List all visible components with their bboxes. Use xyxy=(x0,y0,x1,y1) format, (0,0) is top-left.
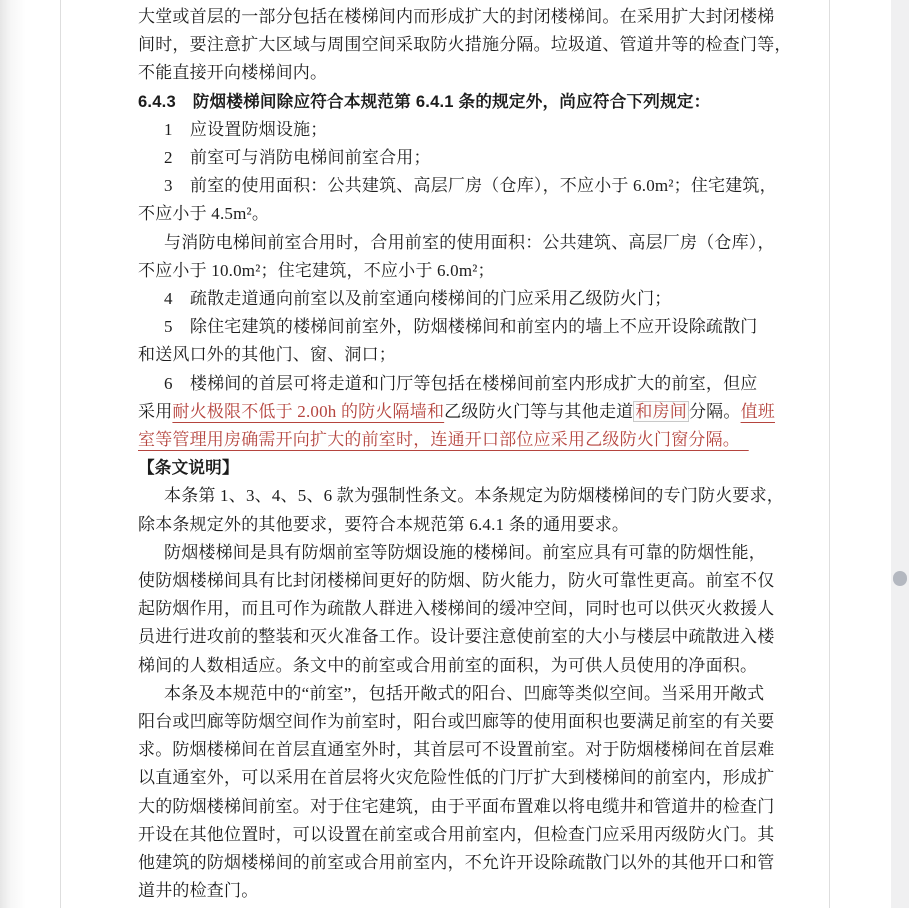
text-line: 本条及本规范中的“前室”，包括开敞式的阳台、凹廊等类似空间。当采用开敞式 xyxy=(164,683,765,703)
text-line: 道井的检查门。 xyxy=(138,881,259,901)
text-line: 不应小于 10.0m²；住宅建筑，不应小于 6.0m²； xyxy=(138,260,495,280)
text-line: 和送风口外的其他门、窗、洞口； xyxy=(138,345,396,365)
text-line: 求。防烟楼梯间在首层直通室外时，其首层可不设置前室。对于防烟楼梯间在首层难 xyxy=(138,740,775,760)
text-line: 大的防烟楼梯间前室。对于住宅建筑，由于平面布置难以将电缆井和管道井的检查门 xyxy=(138,796,775,816)
text-line: 员进行进攻前的整装和灭火准备工作。设计要注意使前室的大小与楼层中疏散进入楼 xyxy=(138,627,775,647)
revision-underlined-text: 耐火极限不低于 2.00h 的防火隔墙和 xyxy=(172,401,445,421)
text-line xyxy=(138,398,775,426)
text-line: 除本条规定外的其他要求，要符合本规范第 6.4.1 条的通用要求。 xyxy=(138,514,630,534)
text-line: 梯间的人数相适应。条文中的前室或合用前室的面积，为可供人员使用的净面积。 xyxy=(138,655,758,675)
scrollbar-track[interactable] xyxy=(891,0,909,908)
text-line: 5 除住宅建筑的楼梯间前室外，防烟楼梯间和前室内的墙上不应开设除疏散门 xyxy=(164,317,758,337)
text-line: 【条文说明】 xyxy=(138,458,239,478)
text-line: 他建筑的防烟楼梯间的前室或合用前室内，不允许开设除疏散门以外的其他开口和管 xyxy=(138,853,775,873)
text-line: 本条第 1、3、4、5、6 款为强制性条文。本条规定为防烟楼梯间的专门防火要求， xyxy=(164,486,784,506)
revision-underlined-text: 值班 xyxy=(740,401,775,421)
text-line: 阳台或凹廊等防烟空间作为前室时，阳台或凹廊等的使用面积也要满足前室的有关要 xyxy=(138,712,775,732)
text-segment: 乙级防火门等与其他走道 xyxy=(444,401,634,421)
text-line: 与消防电梯间前室合用时，合用前室的使用面积：公共建筑、高层厂房（仓库）， xyxy=(164,232,775,252)
text-line: 大堂或首层的一部分包括在楼梯间内而形成扩大的封闭楼梯间。在采用扩大封闭楼梯 xyxy=(138,7,775,26)
text-line: 不能直接开向楼梯间内。 xyxy=(138,63,328,83)
text-line: 起防烟作用，而且可作为疏散人群进入楼梯间的缓冲空间，同时也可以供灭火救援人 xyxy=(138,599,775,619)
text-line: 以直通室外，可以采用在首层将火灾危险性低的门厅扩大到楼梯间的前室内，形成扩 xyxy=(138,768,775,788)
revision-underlined-text: 室等管理用房确需开向扩大的前室时，连通开口部位应采用乙级防火门窗分隔。 xyxy=(138,430,749,450)
text-segment: 分隔。 xyxy=(688,401,741,421)
text-segment: 采用 xyxy=(138,401,173,421)
text-line: 使防烟楼梯间具有比封闭楼梯间更好的防烟、防火能力，防火可靠性更高。前室不仅 xyxy=(138,571,775,591)
scrollbar-thumb[interactable] xyxy=(893,571,907,586)
text-line: 2 前室可与消防电梯间前室合用； xyxy=(164,148,431,168)
text-line: 开设在其他位置时，可以设置在前室或合用前室内，但检查门应采用丙级防火门。其 xyxy=(138,824,775,844)
text-line: 3 前室的使用面积：公共建筑、高层厂房（仓库），不应小于 6.0m²；住宅建筑， xyxy=(164,176,777,196)
text-line: 不应小于 4.5m²。 xyxy=(138,204,270,224)
text-line: 6.4.3 防烟楼梯间除应符合本规范第 6.4.1 条的规定外，尚应符合下列规定： xyxy=(138,91,711,111)
text-line: 4 疏散走道通向前室以及前室通向楼梯间的门应采用乙级防火门； xyxy=(164,289,672,309)
page-edge-shadow xyxy=(0,0,26,908)
revision-inserted-text: 和房间 xyxy=(635,401,687,421)
text-line: 防烟楼梯间是具有防烟前室等防烟设施的楼梯间。前室应具有可靠的防烟性能， xyxy=(164,542,766,562)
text-line: 1 应设置防烟设施； xyxy=(164,119,328,139)
text-line: 6 楼梯间的首层可将走道和门厅等包括在楼梯间前室内形成扩大的前室，但应 xyxy=(164,373,758,393)
text-line: 间时，要注意扩大区域与周围空间采取防火措施分隔。垃圾道、管道井等的检查门等， xyxy=(138,35,792,55)
document-page xyxy=(60,0,830,908)
document-body xyxy=(138,3,792,906)
text-line xyxy=(138,426,758,454)
